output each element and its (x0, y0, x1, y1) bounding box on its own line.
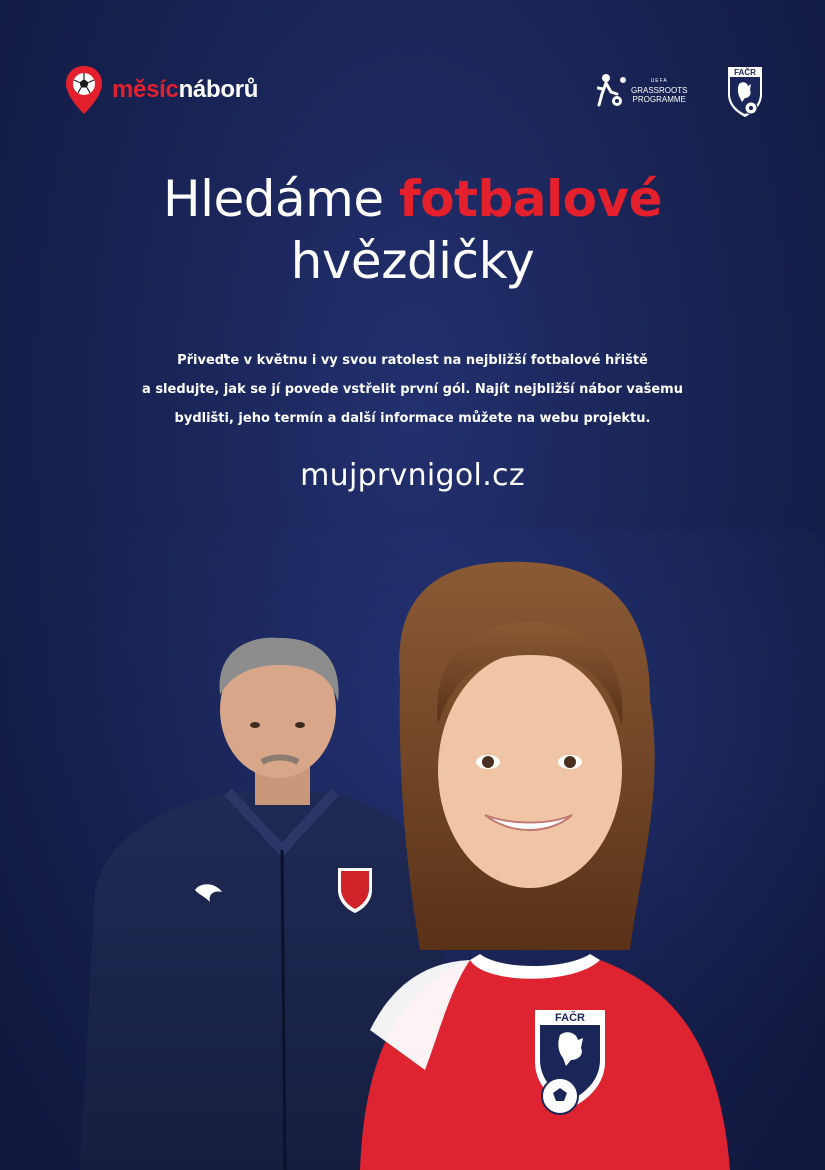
location-pin-ball-icon (64, 64, 104, 116)
grassroots-figure-icon (597, 72, 627, 108)
uefa-grassroots-logo (597, 72, 687, 108)
body-paragraph (100, 346, 725, 433)
facr-crest-icon (725, 64, 765, 120)
logo-wordmark (112, 76, 258, 104)
uefa-grassroots-text (631, 77, 687, 104)
photo-coach-and-girl (0, 530, 825, 1170)
grassroots-label: GRASSROOTS (631, 85, 688, 95)
logo-wordmark-part1: měsíc (112, 76, 179, 103)
headline-line1-prefix: Hledáme (162, 170, 399, 228)
headline (0, 168, 825, 292)
facr-crest-label: FAČR (734, 68, 756, 77)
uefa-label: UEFA (650, 77, 668, 84)
headline-line2: hvězdičky (290, 232, 535, 290)
programme-label: PROGRAMME (632, 94, 686, 104)
body-line-3: bydlišti, jeho termín a další informace můžete na webu projektu. (174, 411, 651, 426)
project-url[interactable]: mujprvnigol.cz (300, 458, 525, 493)
body-line-1: Přiveďte v květnu i vy svou ratolest na nejbližší fotbalové hřiště (177, 353, 648, 368)
body-line-2: a sledujte, jak se jí povede vstřelit první gól. Najít nejbližší nábor vašemu (142, 382, 683, 397)
logo-wordmark-part2: náborů (178, 76, 259, 103)
mesic-naboru-logo (64, 64, 258, 116)
girl-jersey-crest-label: FAČR (555, 1012, 585, 1024)
headline-accent: fotbalové (398, 170, 663, 228)
